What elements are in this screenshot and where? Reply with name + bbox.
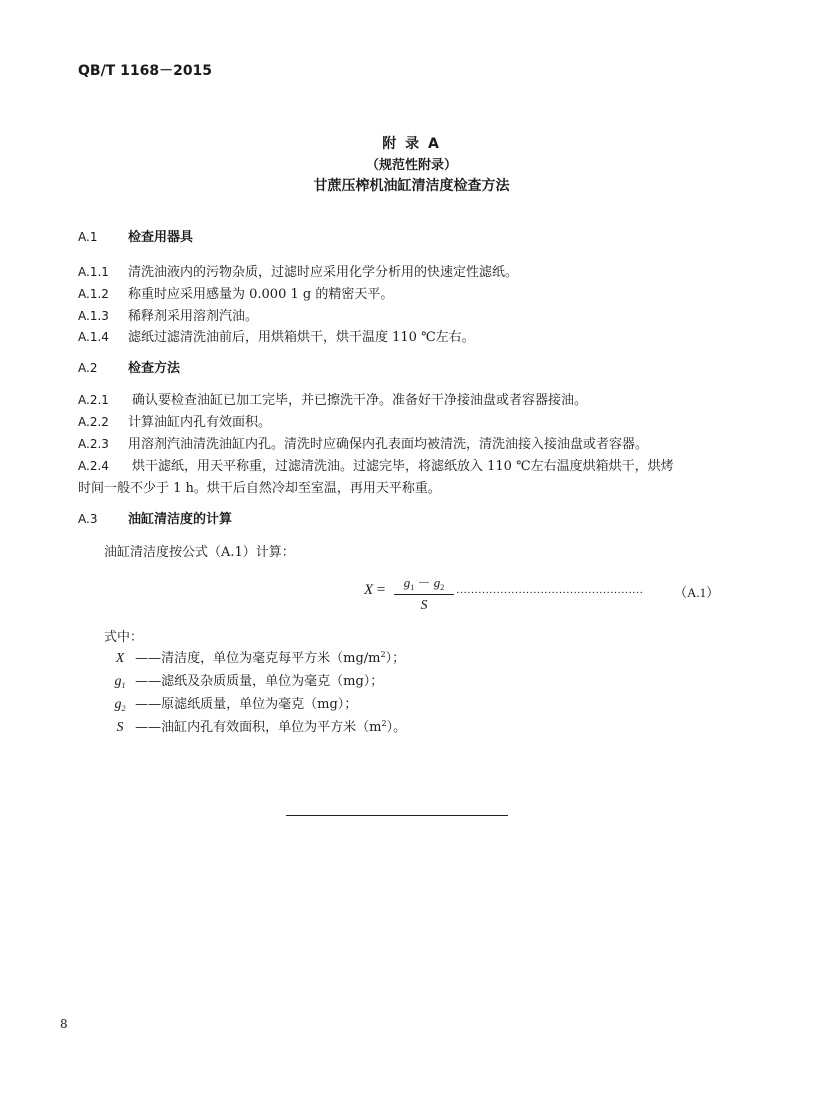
formula-fraction <box>394 572 454 614</box>
clause-text: 滤纸过滤清洗油前后，用烘箱烘干，烘干温度 110 ℃左右。 <box>128 330 475 345</box>
formula-leader-dots: …………………………………………… <box>456 584 643 596</box>
formula-lhs <box>364 582 385 599</box>
clause-number: A.1.3 <box>78 309 109 323</box>
clause-a-2-2 <box>78 411 271 430</box>
where-row <box>109 670 383 690</box>
formula-g1: g <box>403 575 411 590</box>
clause-a-2-4-continuation: 时间一般不少于 1 h。烘干后自然冷却至室温，再用天平称重。 <box>78 481 441 496</box>
clause-text: 清洗油液内的污物杂质，过滤时应采用化学分析用的快速定性滤纸。 <box>128 265 519 280</box>
clause-a-1-1 <box>78 261 518 280</box>
where-tail: ）。 <box>386 720 407 735</box>
clause-a-2-4 <box>78 455 674 474</box>
appendix-subtitle: 甘蔗压榨机油缸清洁度检查方法 <box>313 178 510 194</box>
where-sup: 2 <box>380 650 386 659</box>
section-title: 检查方法 <box>128 361 181 376</box>
where-text: ——滤纸及杂质质量，单位为毫克（mg）； <box>135 674 384 689</box>
clause-a-1-2 <box>78 283 393 302</box>
clause-a-2-1 <box>78 389 587 408</box>
clause-number: A.1.4 <box>78 330 109 344</box>
where-row <box>109 716 406 736</box>
clause-number: A.2.1 <box>78 393 109 407</box>
end-rule <box>286 815 508 816</box>
appendix-nature: （规范性附录） <box>365 158 457 173</box>
section-number: A.2 <box>78 361 98 375</box>
appendix-title: 附 录 A <box>382 136 441 152</box>
formula-g2-sub: 2 <box>440 583 445 592</box>
clause-number: A.2.2 <box>78 415 109 429</box>
clause-number: A.1.1 <box>78 265 109 279</box>
clause-text: 稀释剂采用溶剂汽油。 <box>128 309 259 324</box>
formula-denominator: S <box>420 598 428 613</box>
where-symbol: X <box>115 651 125 666</box>
section-heading <box>78 357 180 376</box>
where-symbol: $g_2$ <box>114 697 126 713</box>
clause-number: A.2.3 <box>78 437 109 451</box>
where-text: ——原滤纸质量，单位为毫克（mg）； <box>135 697 358 712</box>
where-text: ——油缸内孔有效面积，单位为平方米（m <box>135 720 382 735</box>
clause-text: 计算油缸内孔有效面积。 <box>128 415 272 430</box>
where-row <box>109 693 357 713</box>
clause-number: A.1.2 <box>78 287 109 301</box>
clause-text: 烘干滤纸，用天平称重，过滤清洗油。过滤完毕，将滤纸放入 110 ℃左右温度烘箱烘干，烘烤 <box>132 459 674 474</box>
section-title: 检查用器具 <box>128 230 194 245</box>
formula-minus: － <box>417 575 431 590</box>
fraction-bar <box>394 594 454 595</box>
clause-text: 称重时应采用感量为 0.000 1 g 的精密天平。 <box>128 287 394 302</box>
clause-text: 确认要检查油缸已加工完毕，并已擦洗干净。准备好干净接油盘或者容器接油。 <box>132 393 588 408</box>
where-symbol: $g_1$ <box>114 674 126 690</box>
section-number: A.3 <box>78 512 98 526</box>
clause-text: 用溶剂汽油清洗油缸内孔。清洗时应确保内孔表面均被清洗，清洗油接入接油盘或者容器。 <box>128 437 649 452</box>
where-symbol: S <box>116 720 124 735</box>
where-text: ——清洁度，单位为毫克每平方米（mg/m <box>135 651 381 666</box>
formula-intro: 油缸清洁度按公式（A.1）计算： <box>104 545 295 560</box>
section-title: 油缸清洁度的计算 <box>128 512 233 527</box>
section-heading <box>78 226 193 245</box>
where-sup: 2 <box>381 719 387 728</box>
formula-g1-sub: 1 <box>410 583 415 592</box>
where-tail: ）； <box>385 651 406 666</box>
clause-a-1-4 <box>78 326 475 345</box>
where-row <box>109 647 405 667</box>
standard-code: QB/T 1168－2015 <box>78 63 213 79</box>
clause-a-1-3 <box>78 305 258 324</box>
formula-g2: g <box>433 575 441 590</box>
clause-a-2-3 <box>78 433 648 452</box>
clause-number: A.2.4 <box>78 459 109 473</box>
formula-symbol-x: X <box>364 582 374 598</box>
formula-equals: = <box>376 582 386 598</box>
formula-numerator <box>394 572 454 592</box>
page-number: 8 <box>60 1017 68 1031</box>
section-heading <box>78 508 232 527</box>
formula-label: （A.1） <box>674 585 720 600</box>
where-label: 式中： <box>104 630 144 645</box>
section-number: A.1 <box>78 230 98 244</box>
